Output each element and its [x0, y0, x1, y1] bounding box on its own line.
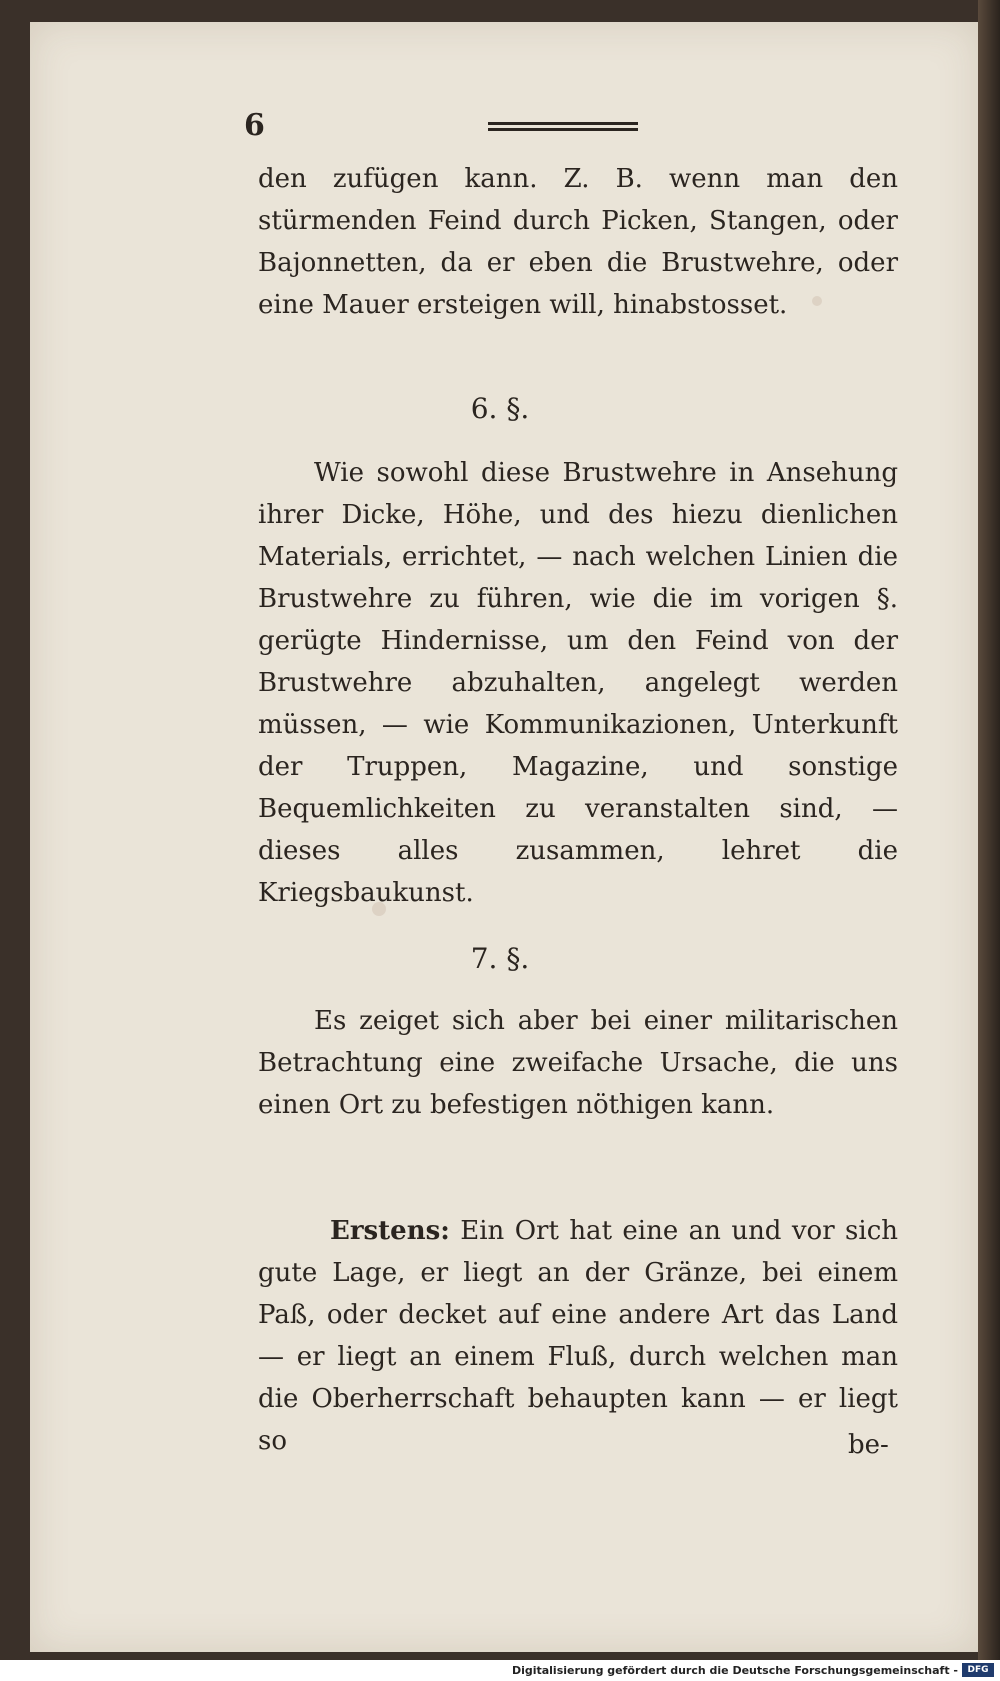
continuation-paragraph	[258, 158, 898, 326]
section-6-text: Wie sowohl diese Brustwehre in Ansehung ihrer Dicke, Höhe, und des hiezu dienlichen Materials, errichtet, — nach welchen Linien die Brustwehre zu führen, wie die im vorigen §. gerügte Hindernisse, um den Feind von der Brustwehre abzuhalten, angelegt werden müssen, — wie Kommunikazionen, Unterkunft der Truppen, Magazine, und sonstige Bequemlichkeiten zu veranstalten sind, — dieses alles zusammen, lehret die Kriegsbaukunst.	[258, 458, 898, 908]
section-7-text: Es zeiget sich aber bei einer militarischen Betrachtung eine zweifache Ursache, die uns einen Ort zu befestigen nöthigen kann.	[258, 1006, 898, 1120]
section-6-paragraph	[258, 452, 898, 914]
header-ornament	[488, 122, 638, 134]
erstens-text: Ein Ort hat eine an und vor sich gute Lage, er liegt an der Gränze, bei einem Paß, oder decket auf eine andere Art das Land — er liegt an einem Fluß, durch welchen man die Oberherrschaft behaupten kann — er liegt so	[258, 1216, 899, 1456]
section-7-heading: 7. §.	[470, 942, 530, 975]
erstens-paragraph	[258, 1210, 898, 1462]
footer-credit: Digitalisierung gefördert durch die Deutsche Forschungsgemeinschaft -	[511, 1664, 958, 1677]
section-7-paragraph	[258, 1000, 898, 1126]
catchword: be-	[848, 1430, 889, 1460]
continuation-text: den zufügen kann. Z. B. wenn man den stürmenden Feind durch Picken, Stangen, oder Bajonnetten, da er eben die Brustwehre, oder eine Mauer ersteigen will, hinabstosset.	[258, 164, 898, 320]
page-number: 6	[244, 108, 265, 143]
section-6-heading: 6. §.	[470, 392, 530, 425]
dfg-logo: DFG	[962, 1663, 994, 1677]
book-spine-edge	[978, 0, 1000, 1660]
footer-bar	[0, 1660, 1000, 1681]
erstens-label: Erstens:	[330, 1216, 450, 1246]
